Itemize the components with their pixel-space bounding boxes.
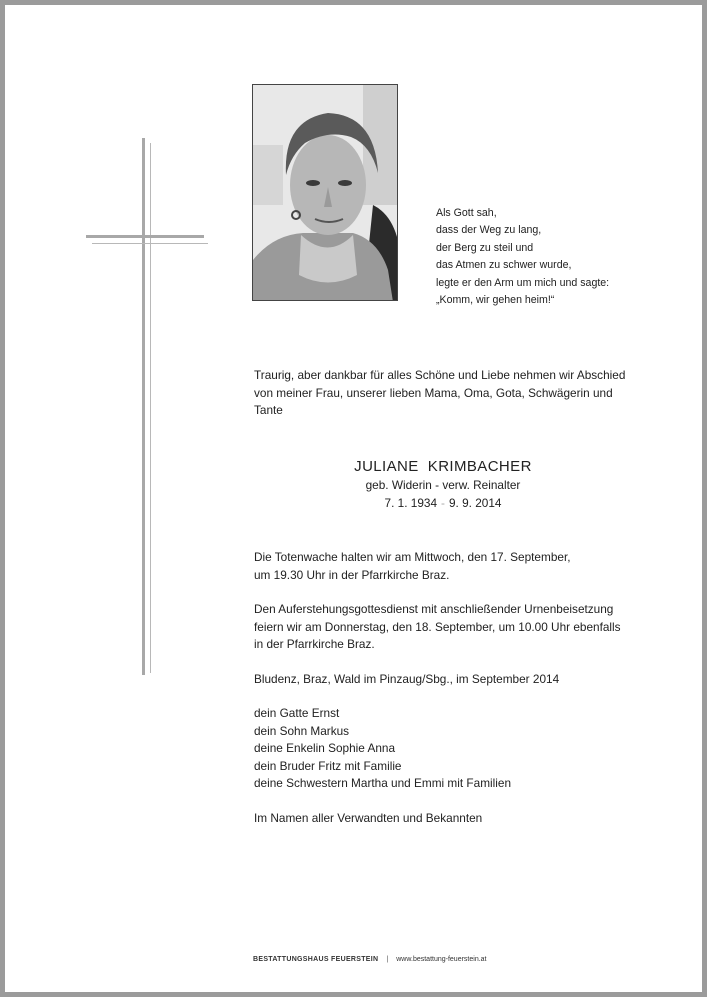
service-line: feiern wir am Donnerstag, den 18. September, um 10.00 Uhr ebenfalls — [254, 619, 621, 634]
poem-line: „Komm, wir gehen heim!“ — [436, 294, 555, 307]
portrait-photo — [252, 84, 398, 301]
footer-divider: | — [386, 956, 389, 963]
poem-line: Als Gott sah, — [436, 207, 497, 219]
intro-paragraph — [254, 367, 649, 420]
poem-line: das Atmen zu schwer wurde, — [436, 259, 572, 272]
service-paragraph — [254, 601, 649, 654]
family-member: deine Schwestern Martha und Emmi mit Familien — [254, 776, 512, 790]
closing-line — [254, 810, 649, 828]
family-member: dein Sohn Markus — [254, 723, 350, 738]
footer — [253, 956, 487, 963]
intro-line: Tante — [254, 403, 283, 417]
family-member: dein Gatte Ernst — [254, 706, 340, 720]
service-line: in der Pfarrkirche Braz. — [254, 637, 375, 651]
family-list — [254, 705, 649, 793]
intro-line: von meiner Frau, unserer lieben Mama, Oma, Gota, Schwägerin und — [254, 385, 613, 400]
wake-line: Die Totenwache halten wir am Mittwoch, den 17. September, — [254, 550, 571, 564]
poem-line: dass der Weg zu lang, — [436, 224, 542, 237]
deceased-name: JULIANE KRIMBACHER — [354, 458, 532, 475]
family-member: dein Bruder Fritz mit Familie — [254, 758, 402, 773]
place-date-line: Bludenz, Braz, Wald im Pinzaug/Sbg., im September 2014 — [254, 672, 560, 686]
life-dates — [290, 495, 596, 513]
date-separator: - — [441, 495, 445, 510]
cross-vertical-bar — [142, 138, 145, 675]
service-line: Den Auferstehungsgottesdienst mit anschließender Urnenbeisetzung — [254, 602, 614, 616]
wake-line: um 19.30 Uhr in der Pfarrkirche Braz. — [254, 567, 450, 582]
death-date: 9. 9. 2014 — [448, 495, 502, 510]
birth-date: 7. 1. 1934 — [384, 495, 438, 510]
poem-line: legte er den Arm um mich und sagte: — [436, 276, 610, 289]
cross-horizontal-line — [92, 243, 208, 244]
deceased-block — [290, 457, 596, 512]
poem — [436, 205, 636, 309]
wake-paragraph — [254, 549, 649, 584]
closing-text: Im Namen aller Verwandten und Bekannten — [254, 811, 483, 825]
deceased-maiden-name: geb. Widerin - verw. Reinalter — [365, 478, 521, 492]
intro-line: Traurig, aber dankbar für alles Schöne und Liebe nehmen wir Abschied — [254, 368, 626, 382]
place-date — [254, 671, 649, 689]
family-member: deine Enkelin Sophie Anna — [254, 741, 396, 755]
cross-horizontal-bar — [86, 235, 204, 238]
footer-brand: BESTATTUNGSHAUS FEUERSTEIN — [253, 956, 379, 963]
poem-line: der Berg zu steil und — [436, 241, 534, 254]
cross-vertical-line — [150, 143, 151, 673]
footer-website[interactable]: www.bestattung-feuerstein.at — [396, 956, 487, 963]
